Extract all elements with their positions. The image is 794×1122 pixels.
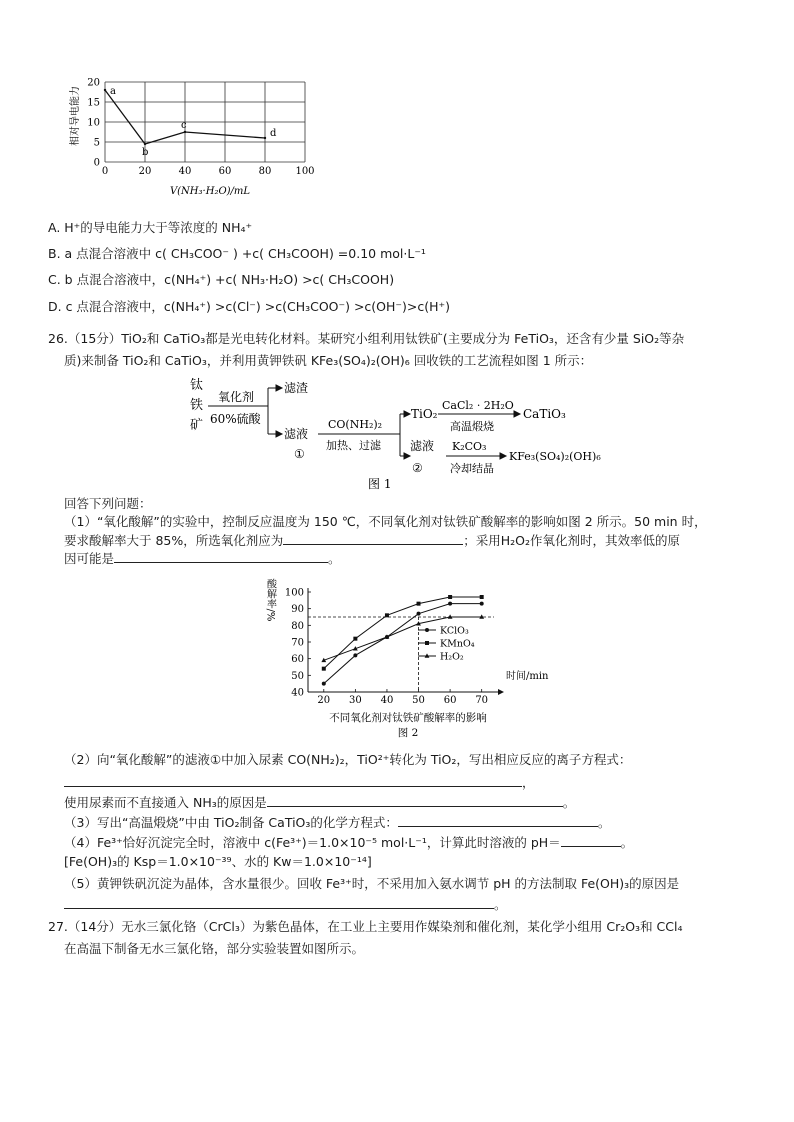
chart1-xtick-label: 40 <box>178 166 192 177</box>
option-c: C. b 点混合溶液中，c(NH₄⁺) +c( NH₃·H₂O) >c( CH₃COOH) <box>48 272 395 287</box>
q26-p3-line <box>64 814 610 831</box>
q26-p2-blank-equation[interactable] <box>64 774 522 787</box>
chart1-ytick-label: 0 <box>93 157 100 169</box>
acid-dissolution-chart <box>258 578 558 738</box>
chart1-point-label: c <box>181 120 187 131</box>
q26-p2-end: 。 <box>562 795 576 810</box>
chart2-legend-label: KMnO₄ <box>440 638 475 650</box>
option-d: D. c 点混合溶液中，c(NH₄⁺) >c(Cl⁻) >c(CH₃COO⁻) >c(OH⁻)>c(H⁺) <box>48 299 450 314</box>
chart2-legend-label: H₂O₂ <box>440 651 464 663</box>
flow-catio3: CaTiO₃ <box>523 407 566 421</box>
flow-acid: 60%硫酸 <box>210 412 261 426</box>
chart1-ytick-label: 10 <box>87 117 100 129</box>
chart2-marker-square <box>448 595 452 599</box>
q27-line1: 27.（14分）无水三氯化铬（CrCl₃）为紫色晶体，在工业上主要用作媒染剂和催化剂，某化学小组用 Cr₂O₃和 CCl₄ <box>48 919 683 934</box>
chart2-ytick-label: 60 <box>291 654 304 666</box>
q26-p3-end: 。 <box>597 815 611 830</box>
chart1-point-label: a <box>110 86 116 97</box>
chart2-xtick-label: 50 <box>412 695 425 706</box>
flow-heat-filter: 加热、过滤 <box>326 439 381 452</box>
chart1-xtick-label: 80 <box>258 166 272 177</box>
chart2-xtick-label: 20 <box>317 695 331 706</box>
q26-p4-text: （4）Fe³⁺恰好沉淀完全时，溶液中 c(Fe³⁺)＝1.0×10⁻⁵ mol·L⁻¹，计算此时溶液的 pH＝ <box>64 835 561 850</box>
q26-p2-line1: （2）向“氧化酸解”的滤液①中加入尿素 CO(NH₂)₂，TiO²⁺转化为 TiO₂，写出相应反应的离子方程式： <box>64 752 632 767</box>
chart1-xlabel: V(NH₃·H₂O)/mL <box>169 186 251 197</box>
flow-oxidant: 氧化剂 <box>218 390 255 404</box>
chart2-xtick-label: 30 <box>349 695 362 706</box>
chart1-point-label: d <box>270 128 277 139</box>
chart1-xtick-label: 100 <box>295 166 315 177</box>
chart2-ylabel: 酸解率/% <box>264 578 276 622</box>
q26-p5-line1: （5）黄钾铁矾沉淀为晶体，含水量很少。回收 Fe³⁺时，不采用加入氨水调节 pH 的方法制取 Fe(OH)₃的原因是 <box>64 876 680 891</box>
chart2-xtick-label: 40 <box>380 695 394 706</box>
figure-1-caption: 图 1 <box>368 477 392 490</box>
flow-cool-crystallize: 冷却结晶 <box>450 462 494 475</box>
q26-p1-reason-text: 因可能是 <box>64 551 115 566</box>
q26-p4-constants: [Fe(OH)₃的 Ksp＝1.0×10⁻³⁹、水的 Kw＝1.0×10⁻¹⁴] <box>64 854 372 869</box>
chart1-xtick-label: 60 <box>218 166 232 177</box>
q26-p1-line3 <box>64 550 341 567</box>
q26-intro-line1: 26.（15分）TiO₂和 CaTiO₃都是光电转化材料。某研究小组利用钛铁矿(主要成分为 FeTiO₃，还含有少量 SiO₂等杂 <box>48 331 685 346</box>
chart1-ylabel: 相对导电能力 <box>70 86 81 146</box>
chart1-xtick-label: 0 <box>101 166 109 177</box>
chart2-ytick-label: 90 <box>291 604 304 616</box>
chart2-marker-circle <box>480 602 484 606</box>
chart2-marker-square <box>417 602 421 606</box>
chart2-xtick-label: 70 <box>475 695 489 706</box>
q26-p5-line2 <box>64 896 507 913</box>
q27-line2: 在高温下制备无水三氯化铬，部分实验装置如图所示。 <box>64 941 365 956</box>
q26-p3-text: （3）写出“高温煅烧”中由 TiO₂制备 CaTiO₃的化学方程式： <box>64 815 398 830</box>
chart2-marker-square <box>385 613 389 617</box>
chart1-data-point <box>144 143 146 145</box>
chart1-data-point <box>264 137 266 139</box>
chart2-marker-square <box>480 595 484 599</box>
q26-intro-line2: 质)来制备 TiO₂和 CaTiO₃，并利用黄钾铁矾 KFe₃(SO₄)₂(OH)₆ 回收铁的工艺流程如图 1 所示： <box>64 353 593 368</box>
flow-calcine: 高温煅烧 <box>450 420 494 433</box>
q26-p1-end: 。 <box>328 551 341 566</box>
flow-num-1: ① <box>294 447 305 461</box>
chart2-marker-circle <box>353 653 357 657</box>
q26-p2-blank-reason[interactable] <box>267 794 563 807</box>
q26-p1-line2 <box>64 532 680 549</box>
chart2-caption: 图 2 <box>397 727 419 738</box>
chart2-marker-circle <box>425 628 429 632</box>
chart2-ytick-label: 80 <box>291 620 304 632</box>
q26-p4-blank[interactable] <box>561 834 621 847</box>
chart1-ytick-label: 5 <box>93 137 100 149</box>
option-b: B. a 点混合溶液中 c( CH₃COO⁻ ) +c( CH₃COOH) =0.10 mol·L⁻¹ <box>48 246 426 261</box>
chart1-ytick-label: 20 <box>87 77 100 89</box>
chart2-ytick-label: 70 <box>291 637 304 649</box>
chart2-ytick-label: 50 <box>291 670 304 682</box>
flow-tio2: TiO₂ <box>411 407 438 421</box>
chart2-marker-square <box>353 637 357 641</box>
chart2-marker-circle <box>448 602 452 606</box>
chart2-marker-circle <box>322 682 326 686</box>
flow-cacl2: CaCl₂ · 2H₂O <box>442 399 514 412</box>
q26-p1-blank-2[interactable] <box>114 550 328 563</box>
chart2-marker-square <box>322 667 326 671</box>
q26-p4-line <box>64 834 633 851</box>
q26-p3-blank[interactable] <box>398 814 598 827</box>
chart2-ytick-label: 40 <box>291 687 304 699</box>
chart1-data-point <box>184 131 186 133</box>
chart1-xtick-label: 20 <box>138 166 152 177</box>
flow-ore-2: 铁 <box>190 398 204 413</box>
q26-p1-line1: （1）“氧化酸解”的实验中，控制反应温度为 150 ℃，不同氧化剂对钛铁矿酸解率的影响如图 2 所示。50 min 时， <box>64 514 707 529</box>
q26-p1-text: 要求酸解率大于 85%，所选氧化剂应为 <box>64 533 284 548</box>
q26-p2-reason-text: 使用尿素而不直接通入 NH₃的原因是 <box>64 795 267 810</box>
q26-p2-line3 <box>64 794 575 811</box>
option-a: A. H⁺的导电能力大于等浓度的 NH₄⁺ <box>48 220 253 235</box>
flow-ore-3: 矿 <box>190 418 204 433</box>
chart1-ytick-label: 15 <box>87 97 100 109</box>
chart2-legend-label: KClO₃ <box>440 625 469 637</box>
flow-num-2: ② <box>412 461 423 475</box>
q26-p2-line2 <box>64 774 535 791</box>
conductivity-chart <box>60 70 320 200</box>
chart2-x-axis-arrow <box>498 689 504 695</box>
chart2-ytick-label: 100 <box>284 587 304 599</box>
chart2-marker-circle <box>417 612 421 616</box>
q26-p1-text-2: ；采用H₂O₂作氧化剂时，其效率低的原 <box>463 533 681 548</box>
chart2-title: 不同氧化剂对钛铁矿酸解率的影响 <box>329 712 487 724</box>
chart2-xtick-label: 60 <box>443 695 457 706</box>
flow-product: KFe₃(SO₄)₂(OH)₆ <box>509 450 601 463</box>
flow-filtrate-2: 滤液 <box>410 439 435 453</box>
process-flow-diagram <box>180 372 620 490</box>
flow-ore-1: 钛 <box>190 378 204 393</box>
chart1-data-point <box>104 89 106 91</box>
q26-p1-blank-1[interactable] <box>283 532 463 545</box>
chart2-marker-square <box>425 641 429 645</box>
q26-p5-end: 。 <box>494 897 507 912</box>
q26-answer-prompt: 回答下列问题： <box>64 496 152 511</box>
q26-p4-end: 。 <box>620 835 634 850</box>
chart2-xlabel: 时间/min <box>506 671 549 682</box>
chart1-point-label: b <box>142 147 149 158</box>
flow-urea: CO(NH₂)₂ <box>328 418 383 431</box>
q26-p5-blank[interactable] <box>64 896 494 909</box>
q26-p2-comma: ， <box>522 775 535 790</box>
flow-residue: 滤渣 <box>284 381 309 395</box>
flow-k2co3: K₂CO₃ <box>452 440 487 453</box>
flow-filtrate-1: 滤液 <box>284 427 309 441</box>
